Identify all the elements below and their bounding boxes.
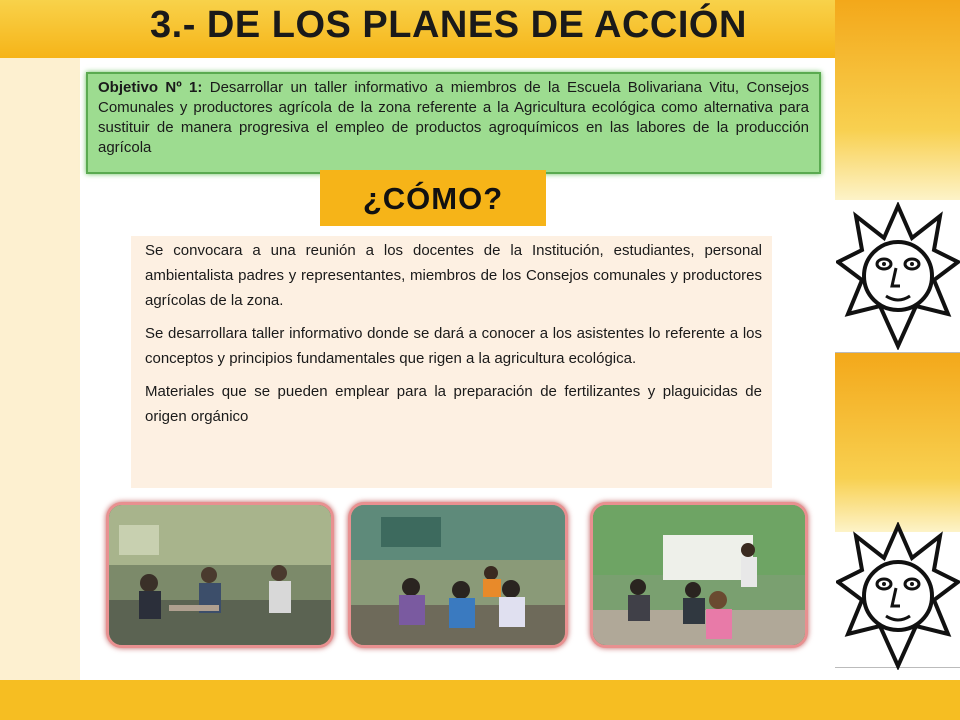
objective-text: Desarrollar un taller informativo a miembros de la Escuela Bolivariana Vitu, Consejos Comunales y productores agrícola de la zona referente a la Agricultura ecológica como alternativa para sustituir de manera progresiva el empleo de productos agroquímicos en las labores de la producción agrícola: [98, 79, 809, 156]
left-decor-strip: [0, 58, 80, 680]
objective-box: [86, 72, 821, 174]
como-heading: ¿CÓMO?: [320, 170, 546, 226]
sun-face-icon: [836, 522, 960, 670]
workshop-photo: [590, 502, 808, 648]
page-title: 3.- DE LOS PLANES DE ACCIÓN: [150, 4, 747, 46]
description-box: [131, 236, 772, 488]
right-decor-top: [835, 0, 960, 200]
objective-label: Objetivo Nº 1:: [98, 79, 203, 96]
bottom-bar: [0, 680, 960, 720]
sun-face-icon: [836, 202, 960, 350]
workshop-photo: [106, 502, 334, 648]
workshop-photo: [348, 502, 568, 648]
right-decor-middle: [835, 352, 960, 532]
paragraph-convocatoria: Se convocara a una reunión a los docentes de la Institución, estudiantes, personal ambientalista padres y representantes, miembros de los Consejos comunales y productores agrícolas de la zona.: [145, 242, 762, 309]
title-bar: [0, 0, 835, 58]
paragraph-taller: Se desarrollara taller informativo donde se dará a conocer a los asistentes lo referente a los conceptos y principios fundamentales que rigen a la agricultura ecológica.: [145, 325, 762, 367]
paragraph-materiales: Materiales que se pueden emplear para la preparación de fertilizantes y plaguicidas de origen orgánico: [145, 383, 762, 425]
divider-line: [835, 352, 960, 353]
